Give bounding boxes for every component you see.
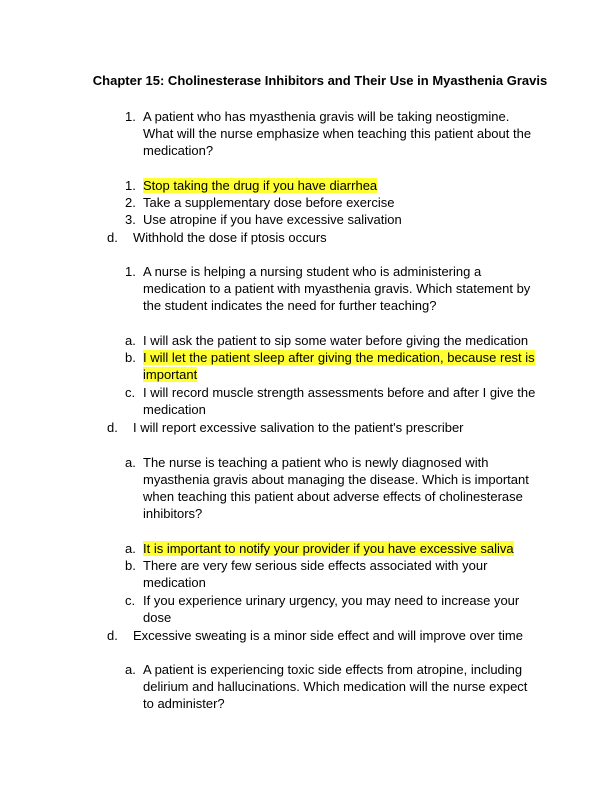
option-marker: d. — [107, 628, 118, 643]
question-text-line: when teaching this patient about adverse effects of cholinesterase — [143, 489, 523, 504]
question-number: 1. — [125, 109, 136, 124]
option-marker: c. — [125, 385, 136, 400]
answer-highlight: important — [143, 367, 198, 382]
option-marker: d. — [107, 420, 118, 435]
question-text-line: delirium and hallucinations. Which medication will the nurse expect — [143, 679, 528, 694]
option-marker: d. — [107, 230, 118, 245]
question-number: a. — [125, 662, 136, 677]
question-text-line: to administer? — [143, 696, 225, 711]
answer-option: Use atropine if you have excessive salivation — [143, 212, 402, 227]
option-marker: a. — [125, 333, 136, 348]
answer-option-highlighted — [143, 366, 197, 384]
question-number: a. — [125, 455, 136, 470]
question-text-line: medication to a patient with myasthenia gravis. Which statement by — [143, 281, 531, 296]
page-title: Chapter 15: Cholinesterase Inhibitors and Their Use in Myasthenia Gravis — [92, 73, 548, 88]
answer-option-highlighted — [143, 177, 377, 195]
answer-option-highlighted — [143, 540, 514, 558]
answer-option: medication — [143, 402, 206, 417]
question-text-line: A patient who has myasthenia gravis will be taking neostigmine. — [143, 109, 510, 124]
question-text-line: What will the nurse emphasize when teaching this patient about the — [143, 126, 532, 141]
answer-option: I will ask the patient to sip some water before giving the medication — [143, 333, 529, 348]
answer-option: I will report excessive salivation to the patient's prescriber — [133, 420, 464, 435]
option-marker: 3. — [125, 212, 136, 227]
question-text-line: A patient is experiencing toxic side effects from atropine, including — [143, 662, 523, 677]
question-number: 1. — [125, 264, 136, 279]
question-text-line: myasthenia gravis about managing the disease. Which is important — [143, 472, 529, 487]
answer-highlight: Stop taking the drug if you have diarrhea — [143, 178, 378, 193]
question-text-line: the student indicates the need for further teaching? — [143, 298, 437, 313]
option-marker: 1. — [125, 178, 136, 193]
question-text-line: inhibitors? — [143, 506, 203, 521]
question-text-line: A nurse is helping a nursing student who is administering a — [143, 264, 482, 279]
answer-option: Withhold the dose if ptosis occurs — [133, 230, 327, 245]
option-marker: 2. — [125, 195, 136, 210]
answer-option: Excessive sweating is a minor side effect and will improve over time — [133, 628, 523, 643]
answer-highlight: I will let the patient sleep after giving the medication, because rest is — [143, 350, 535, 365]
answer-highlight: It is important to notify your provider if you have excessive saliva — [143, 541, 514, 556]
answer-option: Take a supplementary dose before exercise — [143, 195, 395, 210]
option-marker: c. — [125, 593, 136, 608]
answer-option: medication — [143, 575, 206, 590]
option-marker: b. — [125, 350, 136, 365]
answer-option: dose — [143, 610, 172, 625]
question-text-line: medication? — [143, 143, 214, 158]
answer-option: If you experience urinary urgency, you may need to increase your — [143, 593, 520, 608]
answer-option: I will record muscle strength assessments before and after I give the — [143, 385, 536, 400]
answer-option-highlighted — [143, 349, 535, 367]
option-marker: a. — [125, 541, 136, 556]
answer-option: There are very few serious side effects associated with your — [143, 558, 488, 573]
option-marker: b. — [125, 558, 136, 573]
question-text-line: The nurse is teaching a patient who is newly diagnosed with — [143, 455, 489, 470]
